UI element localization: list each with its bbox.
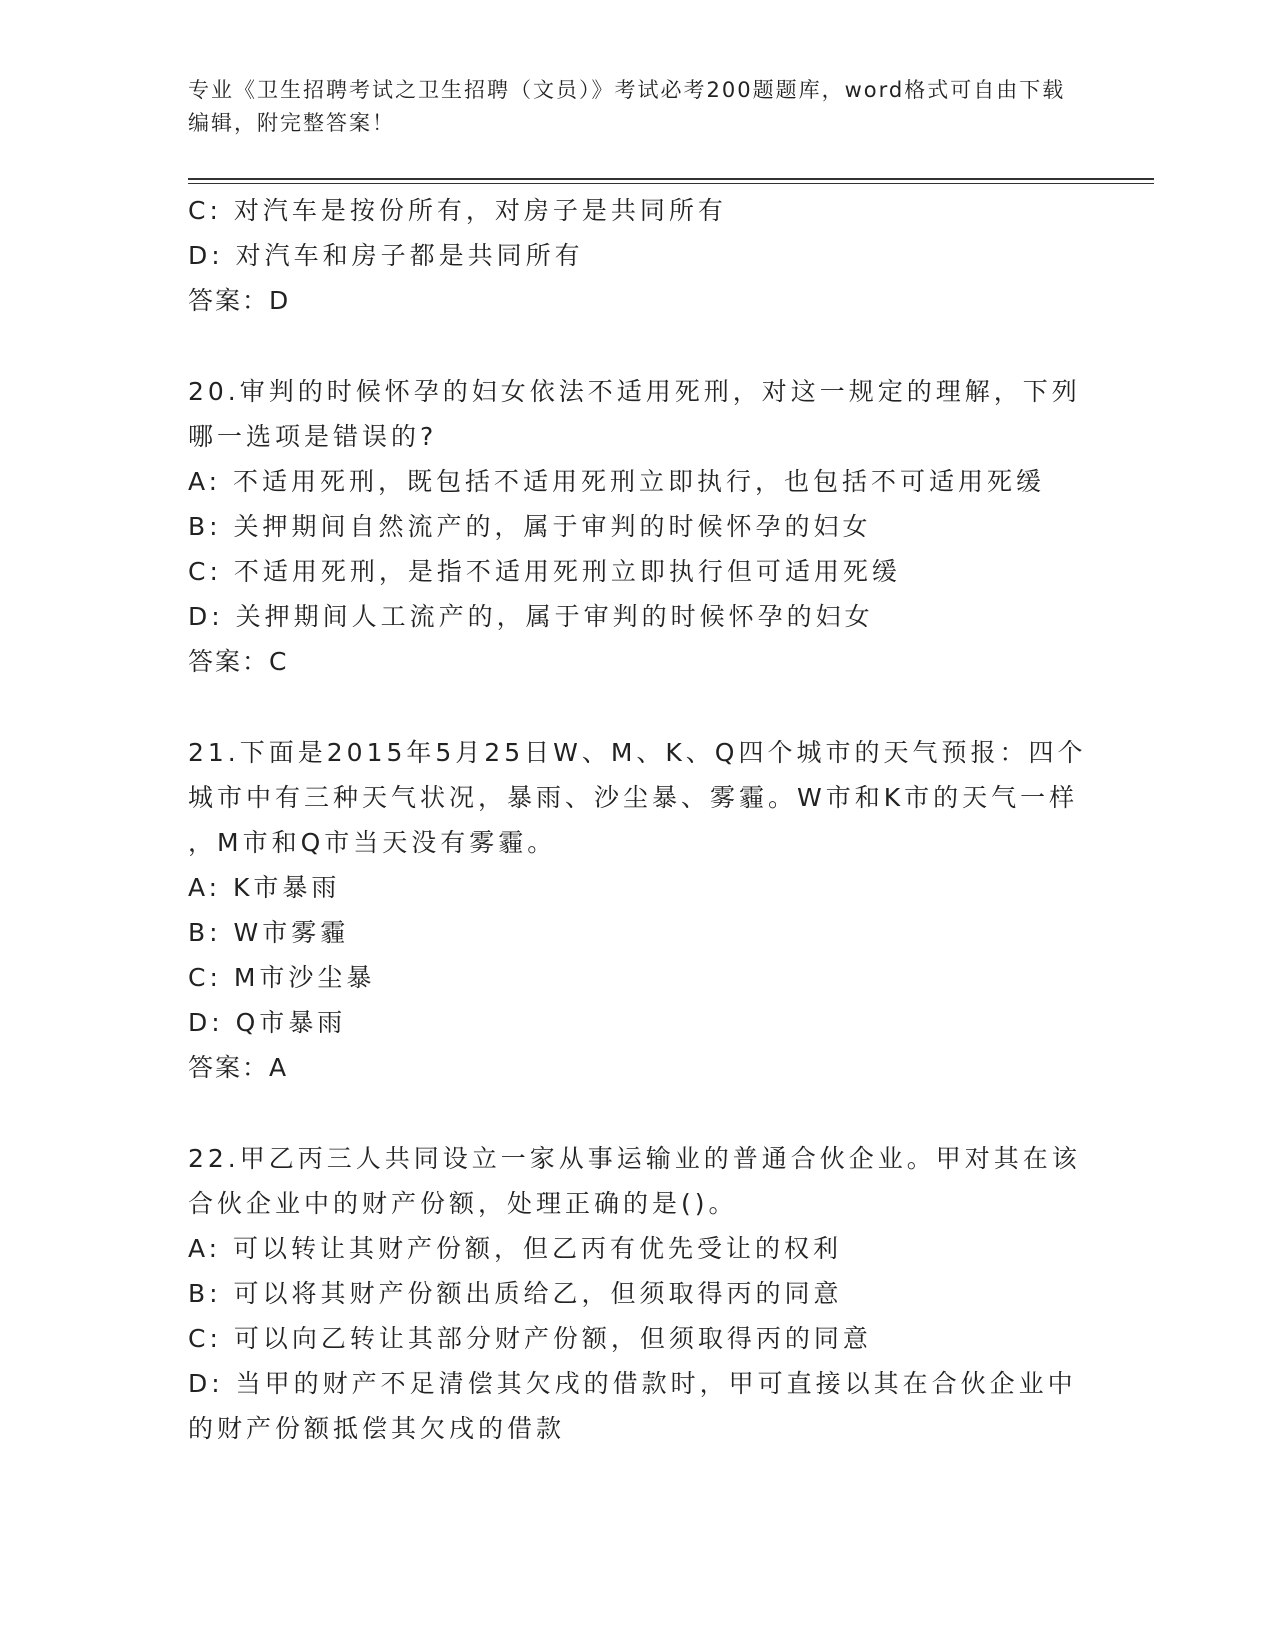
option-a: A: 可以转让其财产份额，但乙丙有优先受让的权利 xyxy=(188,1234,843,1263)
question-stem: 21.下面是2015年5月25日W、M、K、Q四个城市的天气预报：四个 xyxy=(188,738,1087,767)
spacer xyxy=(188,1090,1088,1136)
option-b: B: 可以将其财产份额出质给乙，但须取得丙的同意 xyxy=(188,1279,843,1308)
option-b: B: 关押期间自然流产的，属于审判的时候怀孕的妇女 xyxy=(188,512,872,541)
answer-line: 答案：D xyxy=(188,286,291,315)
document-header xyxy=(188,74,1088,140)
answer-line: 答案：A xyxy=(188,1053,289,1082)
spacer xyxy=(188,323,1088,369)
spacer xyxy=(188,684,1088,730)
question-stem: 城市中有三种天气状况，暴雨、沙尘暴、雾霾。W市和K市的天气一样 xyxy=(188,783,1079,812)
option-d-continued: 的财产份额抵偿其欠戌的借款 xyxy=(188,1414,566,1443)
option-a: A: 不适用死刑，既包括不适用死刑立即执行，也包括不可适用死缓 xyxy=(188,467,1046,496)
question-20 xyxy=(188,369,1088,684)
option-c: C: 可以向乙转让其部分财产份额，但须取得丙的同意 xyxy=(188,1324,872,1353)
question-content xyxy=(188,188,1088,1451)
option-d: D: 对汽车和房子都是共同所有 xyxy=(188,241,584,270)
option-b: B: W市雾霾 xyxy=(188,918,350,947)
question-stem: 合伙企业中的财产份额，处理正确的是()。 xyxy=(188,1189,738,1218)
question-stem: 哪一选项是错误的? xyxy=(188,422,438,451)
question-stem: 20.审判的时候怀孕的妇女依法不适用死刑，对这一规定的理解，下列 xyxy=(188,377,1081,406)
option-c: C: M市沙尘暴 xyxy=(188,963,376,992)
header-rule-thin xyxy=(188,183,1154,184)
option-a: A: K市暴雨 xyxy=(188,873,341,902)
option-c: C: 不适用死刑，是指不适用死刑立即执行但可适用死缓 xyxy=(188,557,901,586)
option-d: D: 关押期间人工流产的，属于审判的时候怀孕的妇女 xyxy=(188,602,874,631)
header-rule-thick xyxy=(188,178,1154,180)
question-stem: 22.甲乙丙三人共同设立一家从事运输业的普通合伙企业。甲对其在该 xyxy=(188,1144,1081,1173)
option-d: D: Q市暴雨 xyxy=(188,1008,347,1037)
question-22 xyxy=(188,1136,1088,1451)
option-c: C: 对汽车是按份所有，对房子是共同所有 xyxy=(188,196,727,225)
question-stem: ，M市和Q市当天没有雾霾。 xyxy=(188,828,557,857)
option-d: D: 当甲的财产不足清偿其欠戌的借款时，甲可直接以其在合伙企业中 xyxy=(188,1369,1077,1398)
header-text: 专业《卫生招聘考试之卫生招聘（文员）》考试必考200题题库，word格式可自由下载编辑，附完整答案！ xyxy=(188,78,1066,135)
question-21 xyxy=(188,730,1088,1090)
answer-line: 答案：C xyxy=(188,647,289,676)
